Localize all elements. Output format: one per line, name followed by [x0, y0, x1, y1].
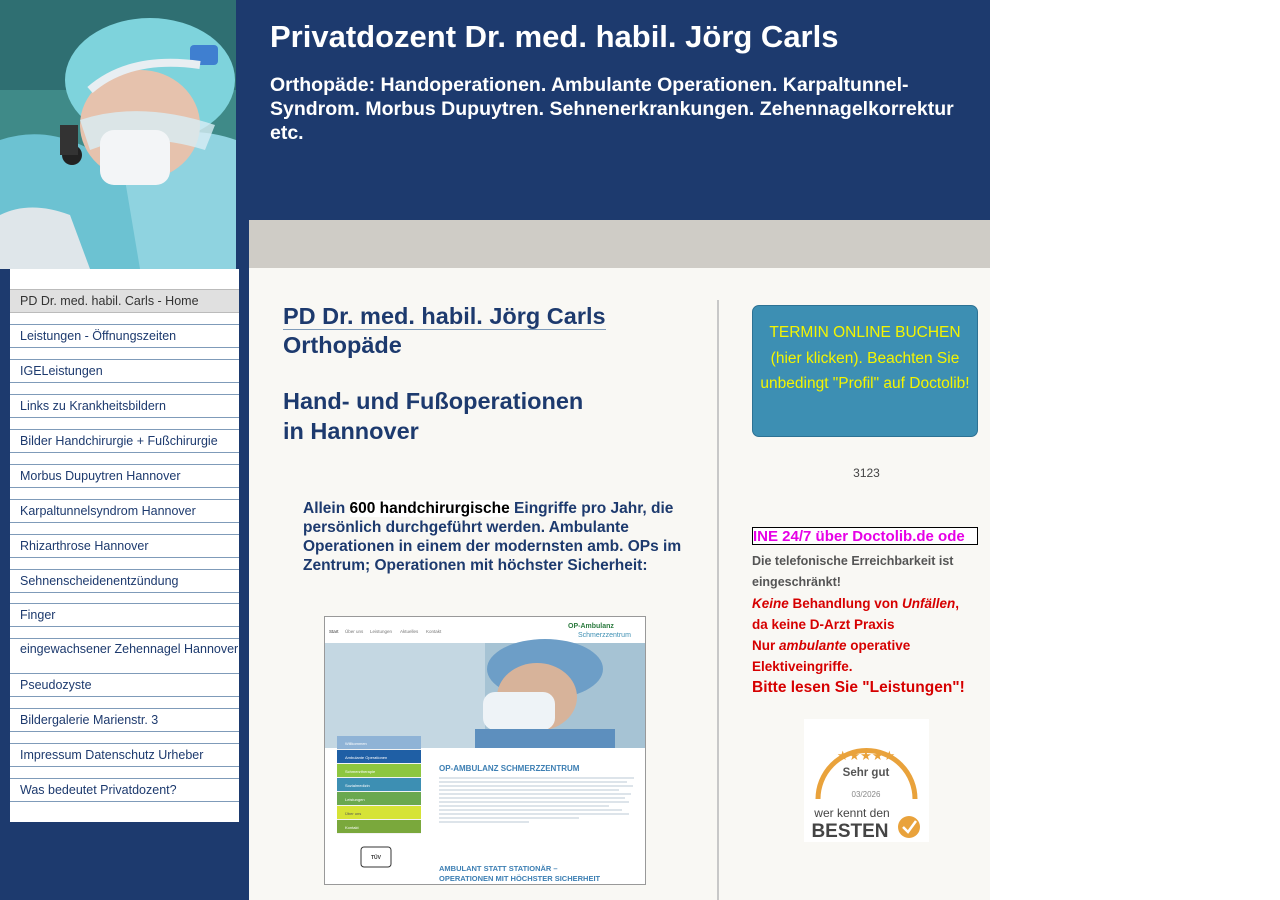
- nav-item-rhizarthrose[interactable]: Rhizarthrose Hannover: [10, 534, 239, 558]
- shot-side-0: Willkommen: [345, 741, 367, 746]
- column-divider: [717, 300, 719, 900]
- main-content: [249, 268, 990, 900]
- subheading-line2: in Hannover: [283, 418, 419, 444]
- shot-nav-4: Kontakt: [426, 629, 442, 634]
- nav-item-links[interactable]: Links zu Krankheitsbildern: [10, 394, 239, 418]
- shot-nav-0: Start: [329, 629, 339, 634]
- site-subtitle: Orthopäde: Handoperationen. Ambulante Operationen. Karpaltunnel-Syndrom. Morbus Dupuytren. Sehnenerkrankungen. Zehennagelkorrektur etc.: [270, 74, 954, 144]
- badge-check-icon: [898, 816, 920, 838]
- op-ambulanz-screenshot[interactable]: [324, 616, 646, 885]
- shot-side-4: Leistungen: [345, 797, 365, 802]
- nav-item-finger[interactable]: Finger: [10, 603, 239, 627]
- header-banner: [249, 0, 990, 220]
- nav-item-privatdozent[interactable]: Was bedeutet Privatdozent?: [10, 778, 239, 802]
- notice-comma: ,: [955, 596, 960, 611]
- intro-post: Eingriffe pro Jahr, die persönlich durchgeführt werden. Ambulante Operationen in einem der modernsten amb. OPs im Zentrum; Operationen mit höchster Sicherheit:: [303, 500, 682, 574]
- nav-item-dupuytren[interactable]: Morbus Dupuytren Hannover: [10, 464, 239, 488]
- badge-line2: BESTEN: [811, 821, 889, 842]
- notice-ambulante: ambulante: [779, 638, 847, 653]
- notice-bitte: Bitte lesen Sie "Leistungen"!: [752, 679, 965, 696]
- notice-nur: Nur: [752, 638, 779, 653]
- nav-item-igel[interactable]: IGELeistungen: [10, 359, 239, 383]
- shot-side-1: Ambulante Operationen: [345, 755, 388, 760]
- nav-item-leistungen[interactable]: Leistungen - Öffnungszeiten: [10, 324, 239, 348]
- shot-side-5: Über uns: [345, 811, 362, 816]
- subheading-line1: Hand- und Fußoperationen: [283, 388, 584, 414]
- heading-role: Orthopäde: [283, 332, 402, 358]
- intro-pre: Allein: [303, 500, 350, 517]
- shot-tuv: TÜV: [371, 855, 381, 861]
- notice-block: [752, 551, 987, 698]
- shot-nav-2: Leistungen: [370, 629, 393, 634]
- notice-darzt: da keine D-Arzt Praxis: [752, 617, 895, 632]
- intro-highlight: 600 handchirurgische: [349, 500, 510, 517]
- doctolib-marquee: INE 24/7 über Doctolib.de ode: [752, 527, 978, 545]
- shot-subheading-line2: OPERATIONEN MIT HÖCHSTER SICHERHEIT: [439, 874, 601, 883]
- badge-date: 03/2026: [851, 790, 881, 799]
- site-title: Privatdozent Dr. med. habil. Jörg Carls: [270, 19, 839, 54]
- nav-item-bilder[interactable]: Bilder Handchirurgie + Fußchirurgie: [10, 429, 239, 453]
- header-gray-bar: [249, 220, 990, 268]
- page-heading: [283, 302, 606, 360]
- shot-side-2: Schmerztherapie: [345, 769, 376, 774]
- shot-side-3: Sozialmedizin: [345, 783, 370, 788]
- shot-logo-line1: OP-Ambulanz: [568, 623, 614, 630]
- nav-item-zehennagel[interactable]: eingewachsener Zehennagel Hannover: [10, 638, 239, 674]
- heading-name: PD Dr. med. habil. Jörg Carls: [283, 303, 606, 329]
- notice-unfaellen: Unfällen: [902, 596, 956, 611]
- badge-stars: ★★★★★: [836, 748, 896, 763]
- shot-nav-3: Aktuelles: [400, 629, 419, 634]
- nav-item-bildergalerie[interactable]: Bildergalerie Marienstr. 3: [10, 708, 239, 732]
- header-photo-surgeon: [0, 0, 236, 269]
- shot-subheading-line1: AMBULANT STATT STATIONÄR –: [439, 864, 558, 873]
- notice-reachability: Die telefonische Erreichbarkeit ist eingeschränkt!: [752, 554, 954, 589]
- notice-elective: [752, 635, 987, 677]
- notice-behandlung: Behandlung von: [788, 596, 903, 611]
- notice-keine: Keine: [752, 596, 789, 611]
- nav-item-sehnenscheide[interactable]: Sehnenscheidenentzündung: [10, 569, 239, 593]
- badge-line1: wer kennt den: [814, 806, 890, 820]
- shot-logo-line2: Schmerzzentrum: [578, 632, 631, 639]
- sidebar-navigation: [10, 269, 239, 822]
- notice-operative: operative Elektiveingriffe.: [752, 638, 911, 674]
- nav-item-home[interactable]: PD Dr. med. habil. Carls - Home: [10, 289, 239, 313]
- nav-item-pseudozyste[interactable]: Pseudozyste: [10, 673, 239, 697]
- page-subheading: [283, 386, 583, 446]
- shot-heading: OP-AMBULANZ SCHMERZZENTRUM: [439, 764, 580, 773]
- intro-text: [303, 499, 693, 575]
- nav-item-karpaltunnel[interactable]: Karpaltunnelsyndrom Hannover: [10, 499, 239, 523]
- wer-kennt-den-besten-badge[interactable]: [804, 719, 929, 842]
- nav-item-impressum[interactable]: Impressum Datenschutz Urheber: [10, 743, 239, 767]
- shot-side-6: Kontakt: [345, 825, 359, 830]
- shot-nav-1: Über uns: [345, 629, 364, 634]
- termin-online-button[interactable]: TERMIN ONLINE BUCHEN (hier klicken). Beachten Sie unbedingt "Profil" auf Doctolib!: [752, 305, 978, 437]
- visitor-counter: 3123: [853, 466, 880, 480]
- badge-rating: Sehr gut: [842, 767, 890, 779]
- notice-no-accidents: [752, 593, 987, 614]
